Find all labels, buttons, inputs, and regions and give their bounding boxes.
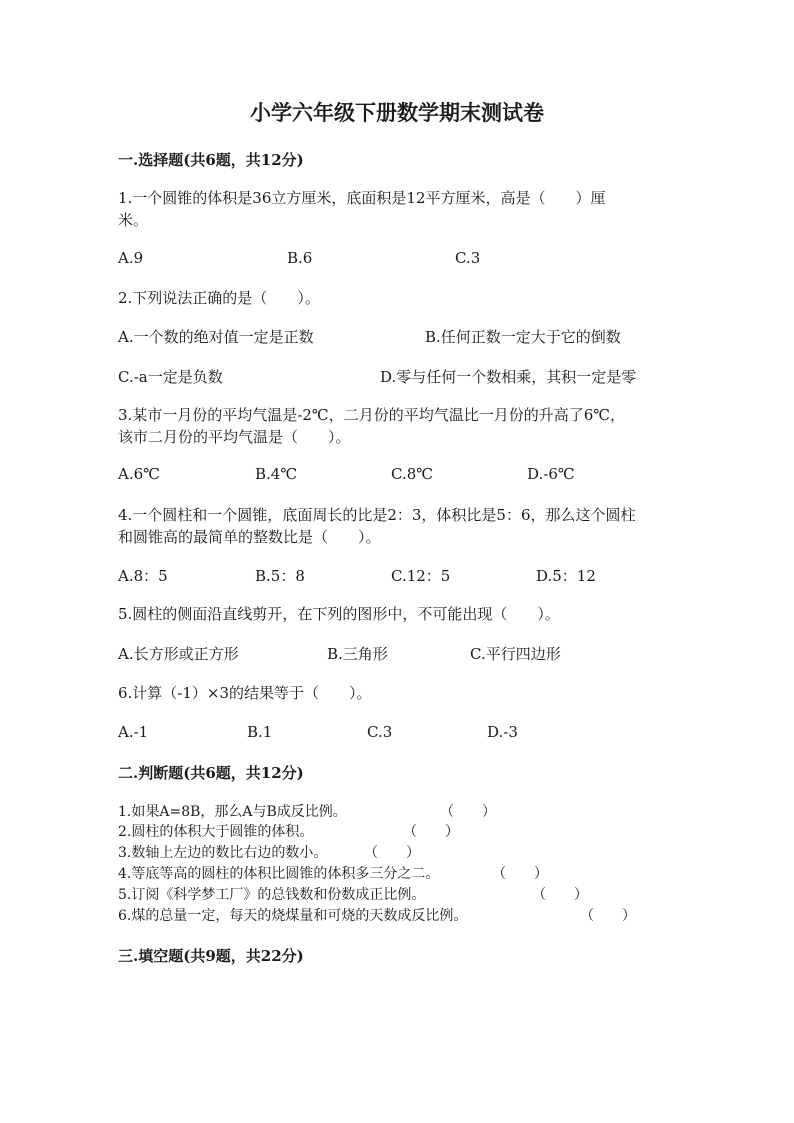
question-3-option-c: C.8℃ (391, 465, 434, 483)
judge-item-2-answer: （ ） (403, 824, 459, 840)
judge-item-3-answer: （ ） (364, 845, 420, 861)
question-5-option-a: A.长方形或正方形 (118, 645, 239, 663)
judge-item-3: 3.数轴上左边的数比右边的数小。 (118, 845, 328, 861)
section-heading-judge: 二.判断题(共6题，共12分) (118, 764, 304, 782)
question-6-line-1: 6.计算（-1）×3的结果等于（ ）。 (118, 684, 372, 702)
question-3-option-d: D.-6℃ (527, 465, 575, 483)
question-6-option-c: C.3 (367, 723, 393, 741)
judge-item-5-answer: （ ） (532, 887, 588, 903)
judge-item-5: 5.订阅《科学梦工厂》的总钱数和份数成正比例。 (118, 887, 426, 903)
question-3-option-b: B.4℃ (255, 465, 298, 483)
question-2-option-d: D.零与任何一个数相乘，其积一定是零 (380, 368, 637, 386)
question-3-option-a: A.6℃ (118, 465, 160, 483)
question-2-option-b: B.任何正数一定大于它的倒数 (425, 328, 621, 346)
question-3-line-2: 该市二月份的平均气温是（ ）。 (118, 428, 351, 446)
question-1-option-b: B.6 (287, 249, 313, 267)
question-1-line-2: 米。 (118, 211, 149, 229)
question-6-option-d: D.-3 (487, 723, 518, 741)
judge-item-4-answer: （ ） (492, 866, 548, 882)
judge-item-6: 6.煤的总量一定，每天的烧煤量和可烧的天数成反比例。 (118, 908, 468, 924)
question-3-line-1: 3.某市一月份的平均气温是-2℃，二月份的平均气温比一月份的升高了6℃， (118, 406, 626, 424)
question-1-line-1: 1.一个圆锥的体积是36立方厘米，底面积是12平方厘米，高是（ ）厘 (118, 189, 606, 207)
judge-item-6-answer: （ ） (580, 908, 636, 924)
question-5-option-c: C.平行四边形 (470, 645, 561, 663)
question-4-line-1: 4.一个圆柱和一个圆锥，底面周长的比是2：3，体积比是5：6，那么这个圆柱 (118, 506, 636, 524)
question-1-option-a: A.9 (118, 249, 144, 267)
question-4-option-a: A.8：5 (118, 567, 168, 585)
judge-item-1: 1.如果A=8B，那么A与B成反比例。 (118, 804, 347, 820)
question-4-option-b: B.5：8 (255, 567, 305, 585)
question-2-option-a: A.一个数的绝对值一定是正数 (118, 328, 314, 346)
question-5-option-b: B.三角形 (327, 645, 388, 663)
question-2-option-c: C.-a一定是负数 (118, 368, 223, 386)
question-4-option-d: D.5：12 (536, 567, 596, 585)
question-2-line-1: 2.下列说法正确的是（ ）。 (118, 289, 320, 307)
section-heading-choice: 一.选择题(共6题，共12分) (118, 151, 304, 169)
judge-item-1-answer: （ ） (440, 804, 496, 820)
judge-item-2: 2.圆柱的体积大于圆锥的体积。 (118, 824, 314, 840)
section-heading-fill: 三.填空题(共9题，共22分) (118, 947, 304, 965)
question-1-option-c: C.3 (455, 249, 481, 267)
question-6-option-b: B.1 (247, 723, 273, 741)
judge-item-4: 4.等底等高的圆柱的体积比圆锥的体积多三分之二。 (118, 866, 440, 882)
question-4-option-c: C.12：5 (391, 567, 451, 585)
question-6-option-a: A.-1 (118, 723, 149, 741)
question-4-line-2: 和圆锥高的最简单的整数比是（ ）。 (118, 528, 381, 546)
page-title: 小学六年级下册数学期末测试卷 (250, 100, 544, 125)
question-5-line-1: 5.圆柱的侧面沿直线剪开，在下列的图形中，不可能出现（ ）。 (118, 605, 560, 623)
